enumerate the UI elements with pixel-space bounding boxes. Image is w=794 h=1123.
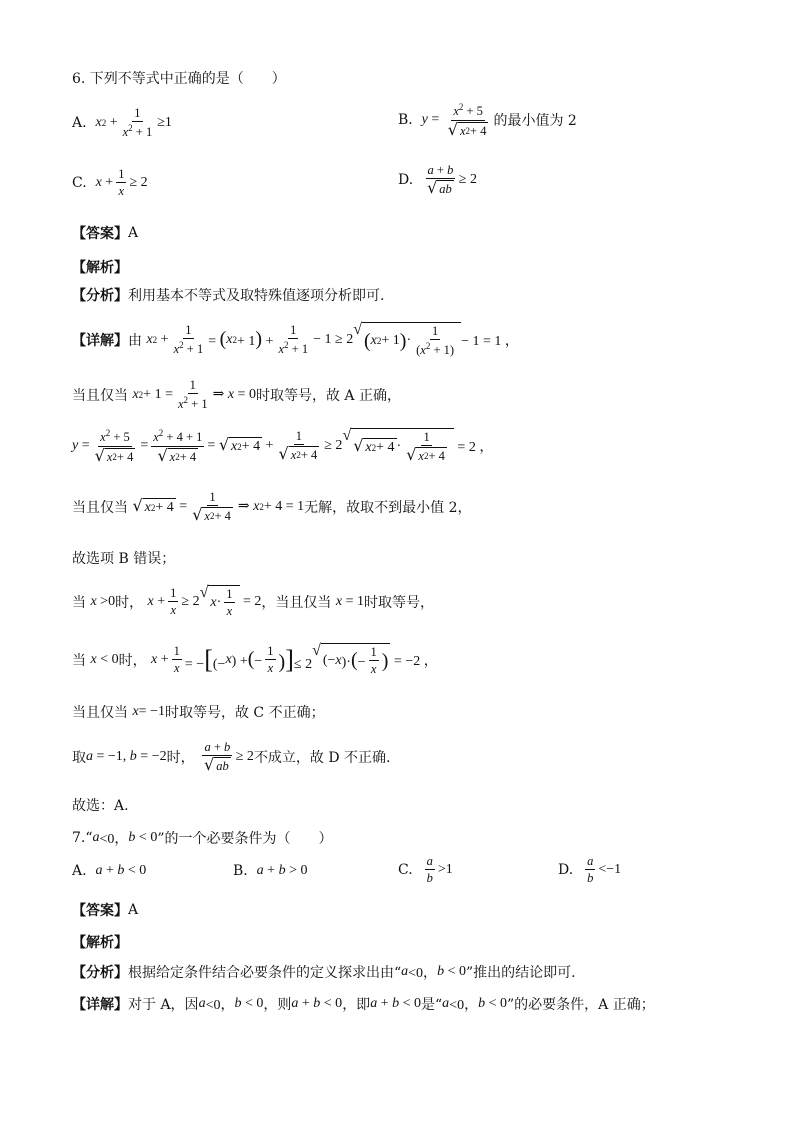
line-a-mid: 时取等号，故 A 正确， (255, 387, 401, 404)
fenxi-text: 利用基本不等式及取特殊值逐项分析即可. (128, 288, 385, 304)
q7-option-d: D. $\frac{a}{b}$ <−1 (558, 854, 622, 886)
q6-option-d: D. a + b √ ab ≥ 2 (398, 163, 477, 198)
q6-stem (72, 68, 286, 88)
q7-option-a-label: A. (72, 863, 87, 879)
choose-text: 故选：A. (72, 798, 129, 814)
q7-xiangjie-mid1: ，则 (263, 997, 292, 1013)
xiangjie-prefix: 由 (128, 332, 142, 349)
q7-answer (72, 900, 138, 920)
q7-fenxi: 【分析】 根据给定条件结合必要条件的定义探求出由“ a <0， b < 0 ”推出的结论即可. (72, 964, 576, 981)
q7-option-c-label: C. (398, 861, 413, 878)
q7-xiangjie-end: ”的必要条件，A 正确； (506, 997, 655, 1013)
q7-fenxi-tag: 【分析】 (72, 965, 128, 981)
q7-option-c: C. $\frac{a}{b}$ >1 (398, 854, 453, 886)
line-a-prefix: 当且仅当 (72, 387, 128, 404)
q6-line-c3: 当且仅当 x = −1 时取等号，故 C 不正确； (72, 704, 325, 721)
line-d-mid: 时， (166, 749, 195, 766)
option-b-suffix: 的最小值为 2 (493, 112, 577, 129)
q7-fenxi-post: ”推出的结论即可. (465, 965, 576, 981)
q6-analysis (72, 257, 128, 277)
option-a-label: A. (72, 114, 87, 131)
line-d-prefix: 取 (72, 749, 86, 766)
q6-choose (72, 795, 129, 815)
q7-fenxi-pre: 根据给定条件结合必要条件的定义探求出由“ (128, 965, 402, 981)
q7-option-a: A. a + b < 0 (72, 863, 147, 879)
fenxi-tag: 【分析】 (72, 288, 128, 304)
q7-xiangjie-mid3: 是“ (421, 997, 443, 1013)
q7-stem-post: ”的一个必要条件为（ ） (157, 831, 333, 847)
q7-option-b: B. a + b > 0 (233, 863, 308, 879)
q7-xiangjie-mid2: ，即 (342, 997, 371, 1013)
q6-line-b-wrong (72, 548, 175, 568)
answer-value: A (128, 225, 139, 241)
q6-line-d: 取 a = −1, b = −2 时， a + b √ ab ≥ 2 不成立，故 D 不正确. (72, 740, 391, 775)
q6-line-c1: 当 x >0 时， x + $\frac{1}{x}$ ≥ 2 √ x · $\frac{1}{x}$ = 2 ，当且仅当 x = 1 时取等号， (72, 584, 434, 619)
q6-answer (72, 223, 138, 243)
q6-option-b: B. y = $x^2 + 5$ √ x 2 + 4 的最小值为 2 (398, 102, 577, 139)
q6-line-b: 当且仅当 √ x 2 + 4 = 1 √ x 2 + 4 ⇒ x 2 + 4 = 1 无解，故取不到最小值 2， (72, 490, 472, 525)
q7-answer-value: A (128, 902, 139, 918)
line-c1-mid: 时， (115, 594, 144, 611)
q7-stem-pre: 7.“ (72, 830, 93, 846)
q6-line-a: 当且仅当 x 2 + 1 = $\frac{1}{x^2 + 1}$ ⇒ x = 0 时取等号，故 A 正确， (72, 378, 401, 412)
q7-xiangjie: 【详解】 对于 A，因 a <0， b < 0 ，则 a + b < 0 ，即 a + b < 0 是“ a <0， b < 0 ”的必要条件，A 正确； (72, 996, 655, 1013)
analysis-tag: 【解析】 (72, 260, 128, 276)
line-c3-prefix: 当且仅当 (72, 705, 128, 721)
q6-fenxi (72, 285, 384, 305)
line-b-mid: 无解，故取不到最小值 2， (304, 499, 472, 516)
q7-analysis-tag: 【解析】 (72, 935, 128, 951)
option-d-label: D. (398, 171, 414, 188)
q6-line-c2: 当 x < 0 时， x + $\frac{1}{x}$ = −[(− x ) +(− $\frac{1}{x}$ )]≤ 2 √ (− x )·(− $\frac{1}{x}$ ) = −2 ， (72, 642, 438, 677)
q7-stem: 7.“ a <0， b < 0 ”的一个必要条件为（ ） (72, 830, 333, 847)
line-c1-mid2: ，当且仅当 (261, 594, 332, 611)
q6-stem-text: 6. 下列不等式中正确的是（ ） (72, 71, 286, 87)
q7-analysis (72, 932, 128, 952)
line-d-end: 不成立，故 D 不正确. (253, 749, 391, 766)
option-c-label: C. (72, 174, 87, 191)
line-c1-prefix: 当 (72, 594, 86, 611)
line-c3-end: 时取等号，故 C 不正确； (164, 705, 325, 721)
q6-option-c: C. x + $\frac{1}{x}$ ≥ 2 (72, 167, 148, 199)
q7-option-d-label: D. (558, 861, 574, 878)
line-c2-mid: 时， (118, 652, 147, 669)
line-b-prefix: 当且仅当 (72, 499, 128, 516)
q7-xiangjie-tag: 【详解】 (72, 997, 128, 1013)
option-b-label: B. (398, 111, 413, 128)
xiangjie-tag: 【详解】 (72, 332, 128, 349)
q6-line-y: y = $x^2 + 5$ √ x 2 + 4 = $x^2 + 4 + 1$ √ x 2 + 4 = √ x 2 + 4 + 1 √ x 2 + 4 ≥ 2 √ √ x 2 + 4 · 1 √ x 2 + 4 = 2 ， (72, 427, 494, 465)
line-b-wrong: 故选项 B 错误； (72, 551, 176, 567)
q6-xiangjie-line1: 【详解】 由 x 2 + $\frac{1}{x^2 + 1}$ = ( x 2 + 1) + $\frac{1}{x^2 + 1}$ − 1 ≥ 2 √ ( x 2 + 1 ) · $\frac{1}{(x^2 + 1)}$ − 1 = 1 ， (72, 321, 519, 358)
line-c2-prefix: 当 (72, 652, 86, 669)
q7-option-b-label: B. (233, 863, 248, 879)
q7-answer-tag: 【答案】 (72, 903, 128, 919)
q6-option-a: A. x 2 + $\frac{1}{x^2 + 1}$ ≥1 (72, 106, 172, 140)
answer-tag: 【答案】 (72, 226, 128, 242)
q7-xiangjie-pre: 对于 A，因 (128, 997, 199, 1013)
line-c1-end: 时取等号， (364, 594, 434, 611)
